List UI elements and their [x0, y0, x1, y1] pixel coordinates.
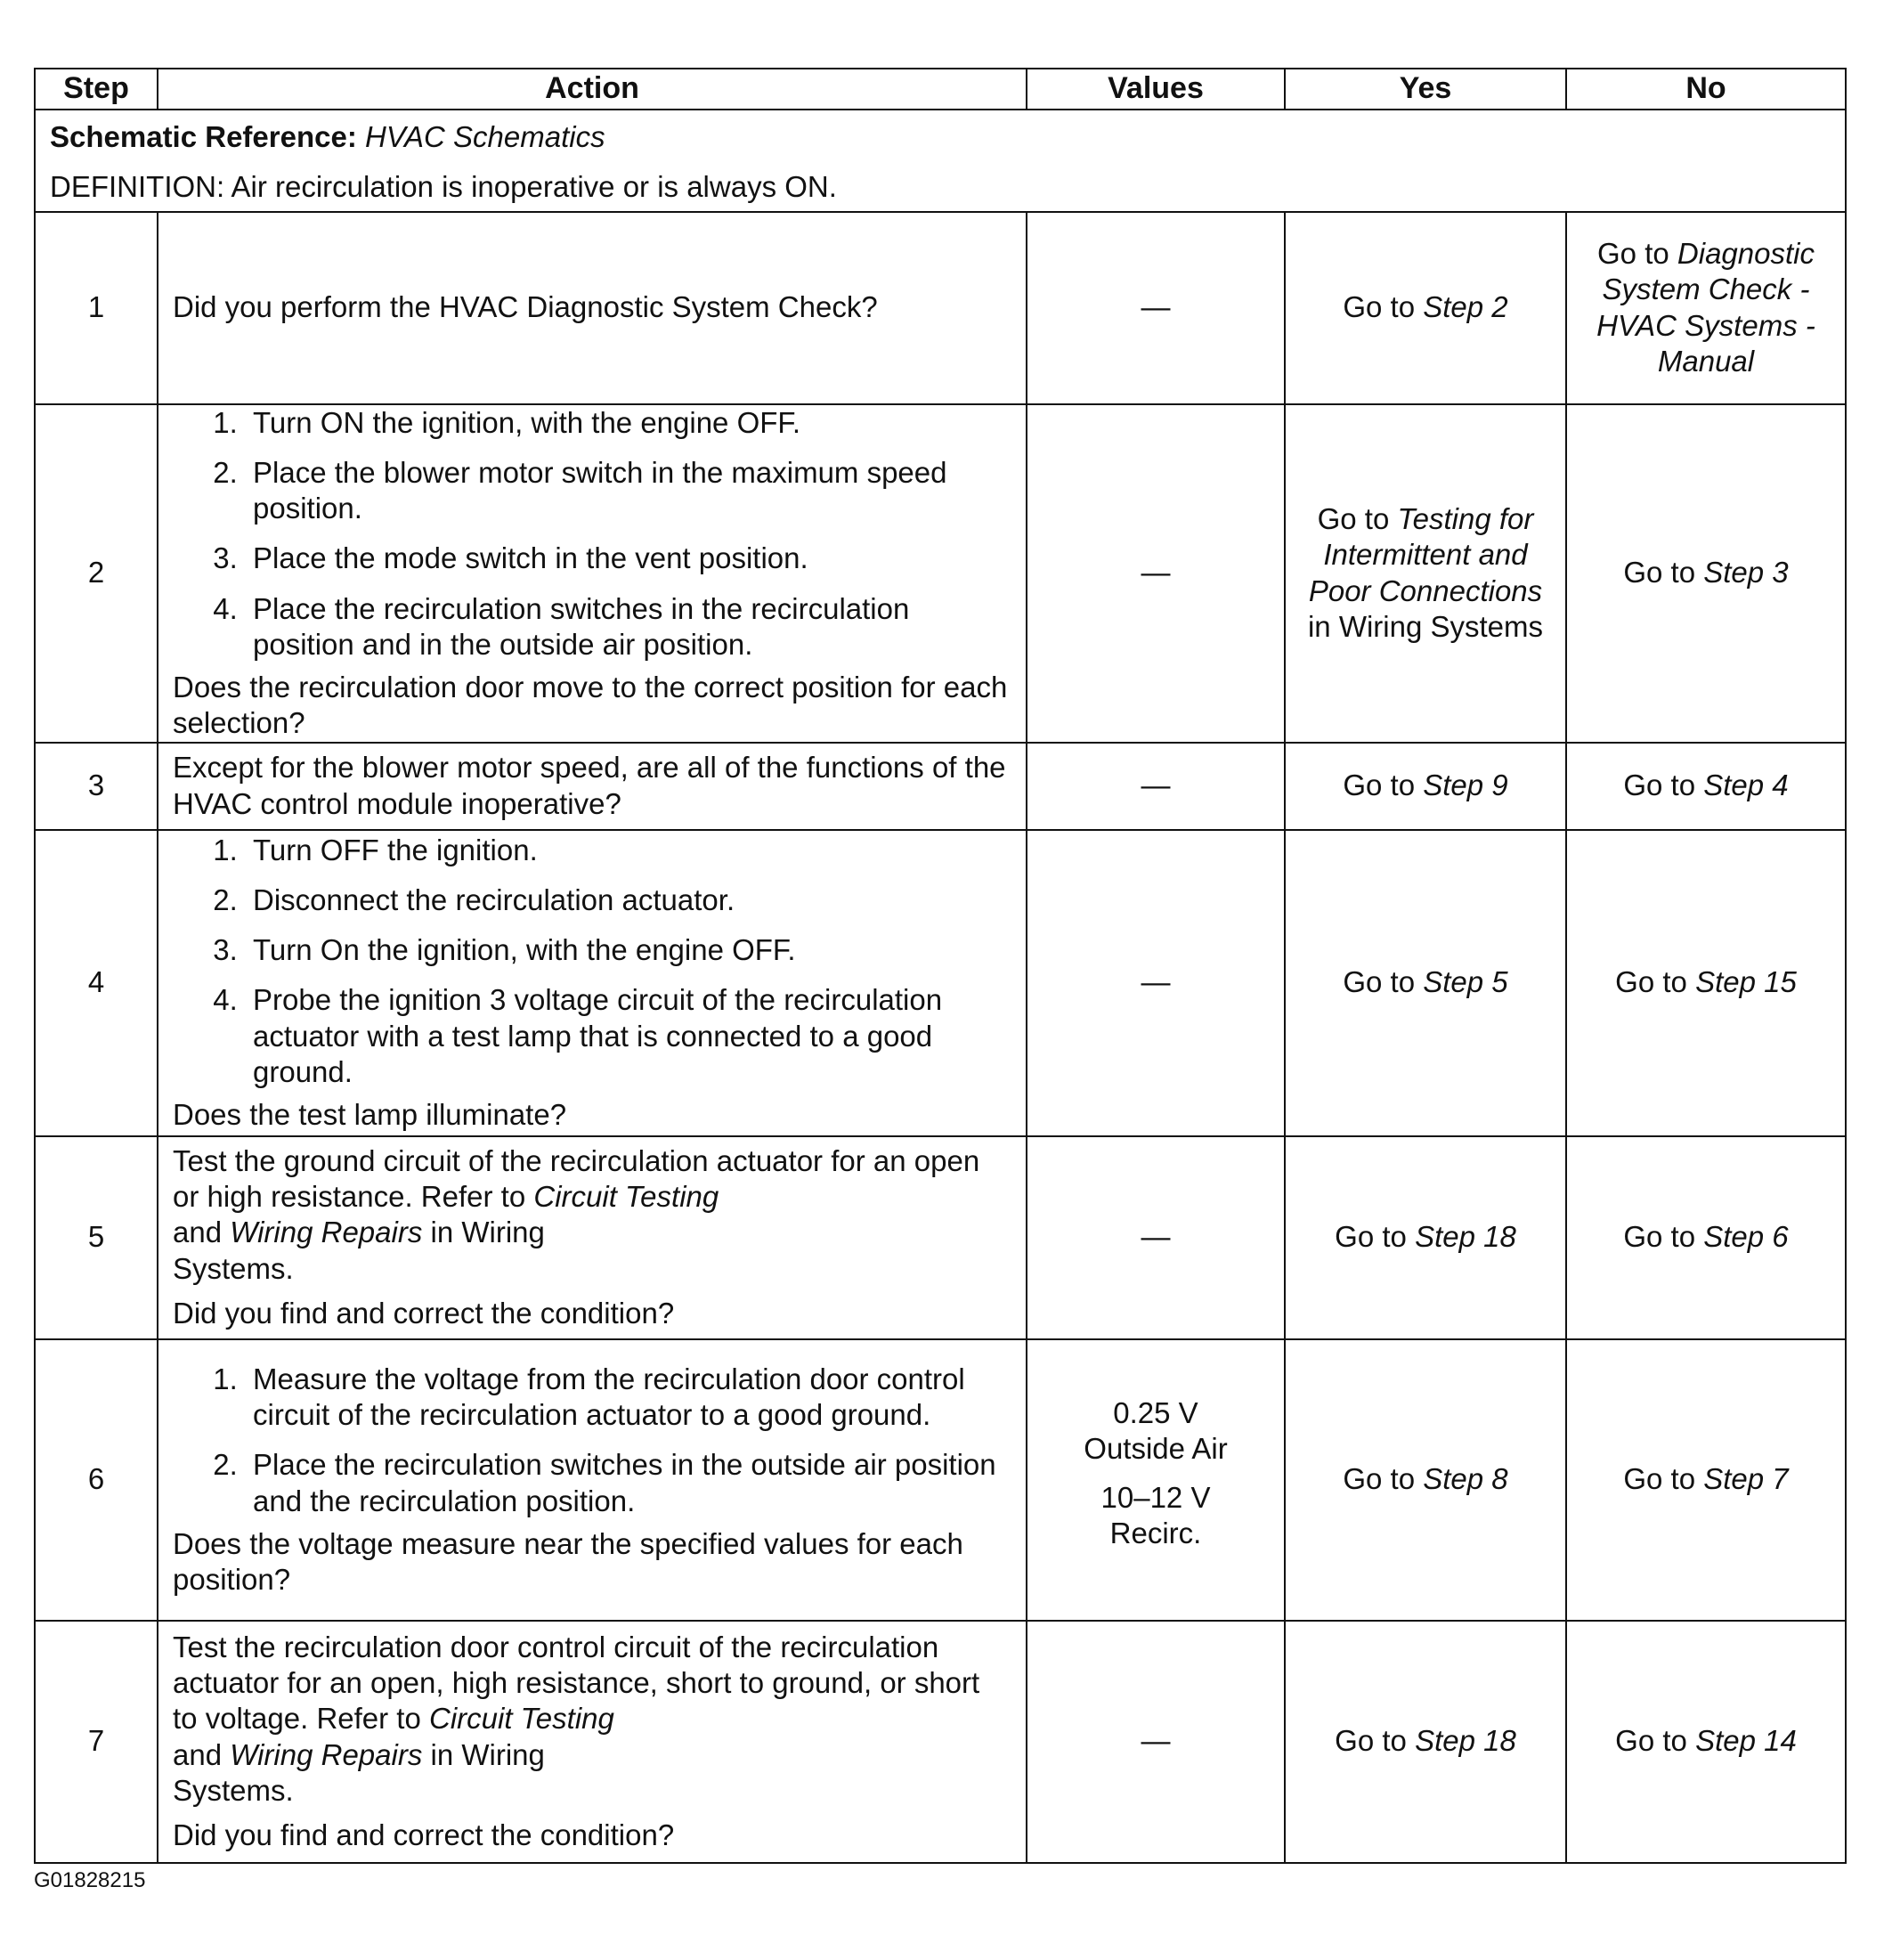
value-position: Outside Air — [1084, 1432, 1228, 1466]
yes-cell — [1285, 743, 1566, 830]
list-item: 3. Place the mode switch in the vent position. — [246, 541, 1011, 576]
circuit-testing-link[interactable]: Circuit Testing — [533, 1180, 719, 1214]
values-cell — [1027, 1339, 1285, 1621]
yes-prefix: Go to — [1335, 1724, 1416, 1758]
schematic-reference-cell — [35, 110, 1846, 212]
value-outside-air — [1042, 1395, 1270, 1468]
table-row — [35, 1621, 1846, 1863]
value-recirc — [1042, 1480, 1270, 1552]
yes-prefix: Go to — [1343, 769, 1424, 802]
action-question: Did you find and correct the condition? — [173, 1818, 675, 1851]
no-prefix: Go to — [1615, 965, 1696, 999]
no-prefix: Go to — [1623, 1220, 1704, 1254]
action-question: Except for the blower motor speed, are all of the functions of the HVAC control module inoperative? — [173, 751, 1006, 820]
yes-link[interactable]: Step 2 — [1423, 290, 1508, 324]
action-cell — [158, 1339, 1027, 1621]
no-cell — [1566, 1339, 1846, 1621]
yes-cell — [1285, 830, 1566, 1136]
yes-link[interactable]: Step 18 — [1415, 1724, 1516, 1758]
step-number: 1 — [35, 212, 158, 404]
table-row — [35, 404, 1846, 743]
action-cell — [158, 830, 1027, 1136]
yes-link[interactable]: Testing for Intermittent and Poor Connections — [1308, 502, 1543, 607]
list-item: 1. Turn ON the ignition, with the engine OFF. — [246, 405, 1011, 441]
action-question: Does the test lamp illuminate? — [173, 1098, 567, 1132]
action-cell — [158, 1136, 1027, 1339]
no-cell — [1566, 1136, 1846, 1339]
no-prefix: Go to — [1623, 556, 1704, 590]
table-row — [35, 1136, 1846, 1339]
schematic-reference-label: Schematic Reference: — [50, 120, 357, 153]
list-item: 2. Place the blower motor switch in the maximum speed position. — [246, 455, 1011, 527]
no-link[interactable]: Step 3 — [1703, 556, 1789, 590]
header-action: Action — [158, 69, 1027, 110]
no-prefix: Go to — [1623, 1462, 1704, 1496]
step-number: 4 — [35, 830, 158, 1136]
value-voltage: 0.25 V — [1113, 1396, 1198, 1429]
yes-prefix: Go to — [1335, 1220, 1416, 1254]
yes-prefix: Go to — [1343, 290, 1424, 324]
action-cell — [158, 404, 1027, 743]
values-cell: — — [1027, 212, 1285, 404]
values-cell: — — [1027, 1621, 1285, 1863]
table-row — [35, 743, 1846, 830]
list-item: 2. Place the recirculation switches in the outside air position and the recirculation position. — [246, 1447, 1011, 1519]
action-text: Systems. — [173, 1251, 294, 1285]
action-text: in Wiring — [422, 1216, 545, 1249]
no-link[interactable]: Step 15 — [1695, 965, 1797, 999]
values-cell: — — [1027, 1136, 1285, 1339]
yes-cell — [1285, 212, 1566, 404]
no-cell — [1566, 743, 1846, 830]
table-row — [35, 1339, 1846, 1621]
value-voltage: 10–12 V — [1100, 1480, 1211, 1514]
list-item: 4. Probe the ignition 3 voltage circuit of the recirculation actuator with a test lamp that is connected to a good ground. — [246, 982, 1011, 1090]
action-paragraph — [173, 1630, 1011, 1809]
action-text: and — [173, 1737, 231, 1771]
action-text: Test the ground circuit of the recirculation actuator for an open or high resistance. Refer to — [173, 1143, 980, 1214]
table-row — [35, 212, 1846, 404]
yes-link[interactable]: Step 8 — [1423, 1462, 1508, 1496]
no-prefix: Go to — [1597, 237, 1677, 270]
header-step: Step — [35, 69, 158, 110]
list-item: 1. Turn OFF the ignition. — [246, 833, 1011, 868]
yes-link[interactable]: Step 18 — [1415, 1220, 1516, 1254]
action-question: Did you find and correct the condition? — [173, 1296, 675, 1330]
step-number: 6 — [35, 1339, 158, 1621]
yes-prefix: Go to — [1343, 1462, 1424, 1496]
no-cell — [1566, 830, 1846, 1136]
diagnostic-table — [34, 68, 1847, 1864]
value-position: Recirc. — [1109, 1516, 1202, 1549]
header-row — [35, 69, 1846, 110]
header-yes: Yes — [1285, 69, 1566, 110]
no-link[interactable]: Diagnostic System Check - HVAC Systems - Manual — [1596, 237, 1815, 378]
no-link[interactable]: Step 6 — [1703, 1220, 1789, 1254]
yes-cell — [1285, 1339, 1566, 1621]
values-cell: — — [1027, 404, 1285, 743]
action-text: Test the recirculation door control circuit of the recirculation actuator for an open, high resistance, short to ground, or short to voltage. Refer to — [173, 1630, 980, 1736]
action-cell — [158, 212, 1027, 404]
action-text: Systems. — [173, 1773, 294, 1807]
circuit-testing-link[interactable]: Circuit Testing — [429, 1702, 614, 1736]
yes-link[interactable]: Step 9 — [1423, 769, 1508, 802]
values-cell: — — [1027, 830, 1285, 1136]
action-text: in Wiring — [422, 1737, 545, 1771]
schematic-reference — [50, 119, 1831, 155]
no-cell — [1566, 404, 1846, 743]
definition-text: DEFINITION: Air recirculation is inoperative or is always ON. — [50, 170, 837, 204]
action-question: Did you perform the HVAC Diagnostic System Check? — [173, 290, 878, 324]
no-prefix: Go to — [1623, 769, 1704, 802]
action-cell — [158, 1621, 1027, 1863]
header-values: Values — [1027, 69, 1285, 110]
yes-prefix: Go to — [1343, 965, 1424, 999]
table-row — [35, 830, 1846, 1136]
step-number: 5 — [35, 1136, 158, 1339]
no-prefix: Go to — [1615, 1724, 1696, 1758]
action-steps-list — [173, 1362, 1011, 1519]
action-question: Does the recirculation door move to the correct position for each selection? — [173, 671, 1008, 740]
yes-link[interactable]: Step 5 — [1423, 965, 1508, 999]
list-item: 4. Place the recirculation switches in the recirculation position and in the outside air position. — [246, 591, 1011, 663]
yes-prefix: Go to — [1317, 502, 1398, 535]
step-number: 3 — [35, 743, 158, 830]
step-number: 7 — [35, 1621, 158, 1863]
no-link[interactable]: Step 14 — [1695, 1724, 1797, 1758]
action-steps-list — [173, 405, 1011, 663]
action-cell — [158, 743, 1027, 830]
yes-cell — [1285, 1136, 1566, 1339]
no-link[interactable]: Step 7 — [1703, 1462, 1789, 1496]
action-steps-list — [173, 833, 1011, 1091]
step-number: 2 — [35, 404, 158, 743]
list-item: 3. Turn On the ignition, with the engine OFF. — [246, 932, 1011, 968]
action-question: Does the voltage measure near the specified values for each position? — [173, 1526, 963, 1596]
yes-cell — [1285, 1621, 1566, 1863]
wiring-repairs-link[interactable]: Wiring Repairs — [230, 1216, 423, 1249]
figure-id: G01828215 — [34, 1868, 146, 1892]
no-cell — [1566, 1621, 1846, 1863]
no-cell — [1566, 212, 1846, 404]
action-text: and — [173, 1216, 231, 1249]
list-item: 1. Measure the voltage from the recirculation door control circuit of the recirculation actuator to a good ground. — [246, 1362, 1011, 1434]
wiring-repairs-link[interactable]: Wiring Repairs — [230, 1737, 423, 1771]
action-paragraph — [173, 1143, 1011, 1287]
no-link[interactable]: Step 4 — [1703, 769, 1789, 802]
schematic-reference-link[interactable]: HVAC Schematics — [365, 120, 605, 153]
list-item: 2. Disconnect the recirculation actuator. — [246, 882, 1011, 918]
schematic-reference-row — [35, 110, 1846, 212]
values-cell: — — [1027, 743, 1285, 830]
yes-suffix: in Wiring Systems — [1307, 609, 1544, 643]
header-no: No — [1566, 69, 1846, 110]
yes-cell — [1285, 404, 1566, 743]
